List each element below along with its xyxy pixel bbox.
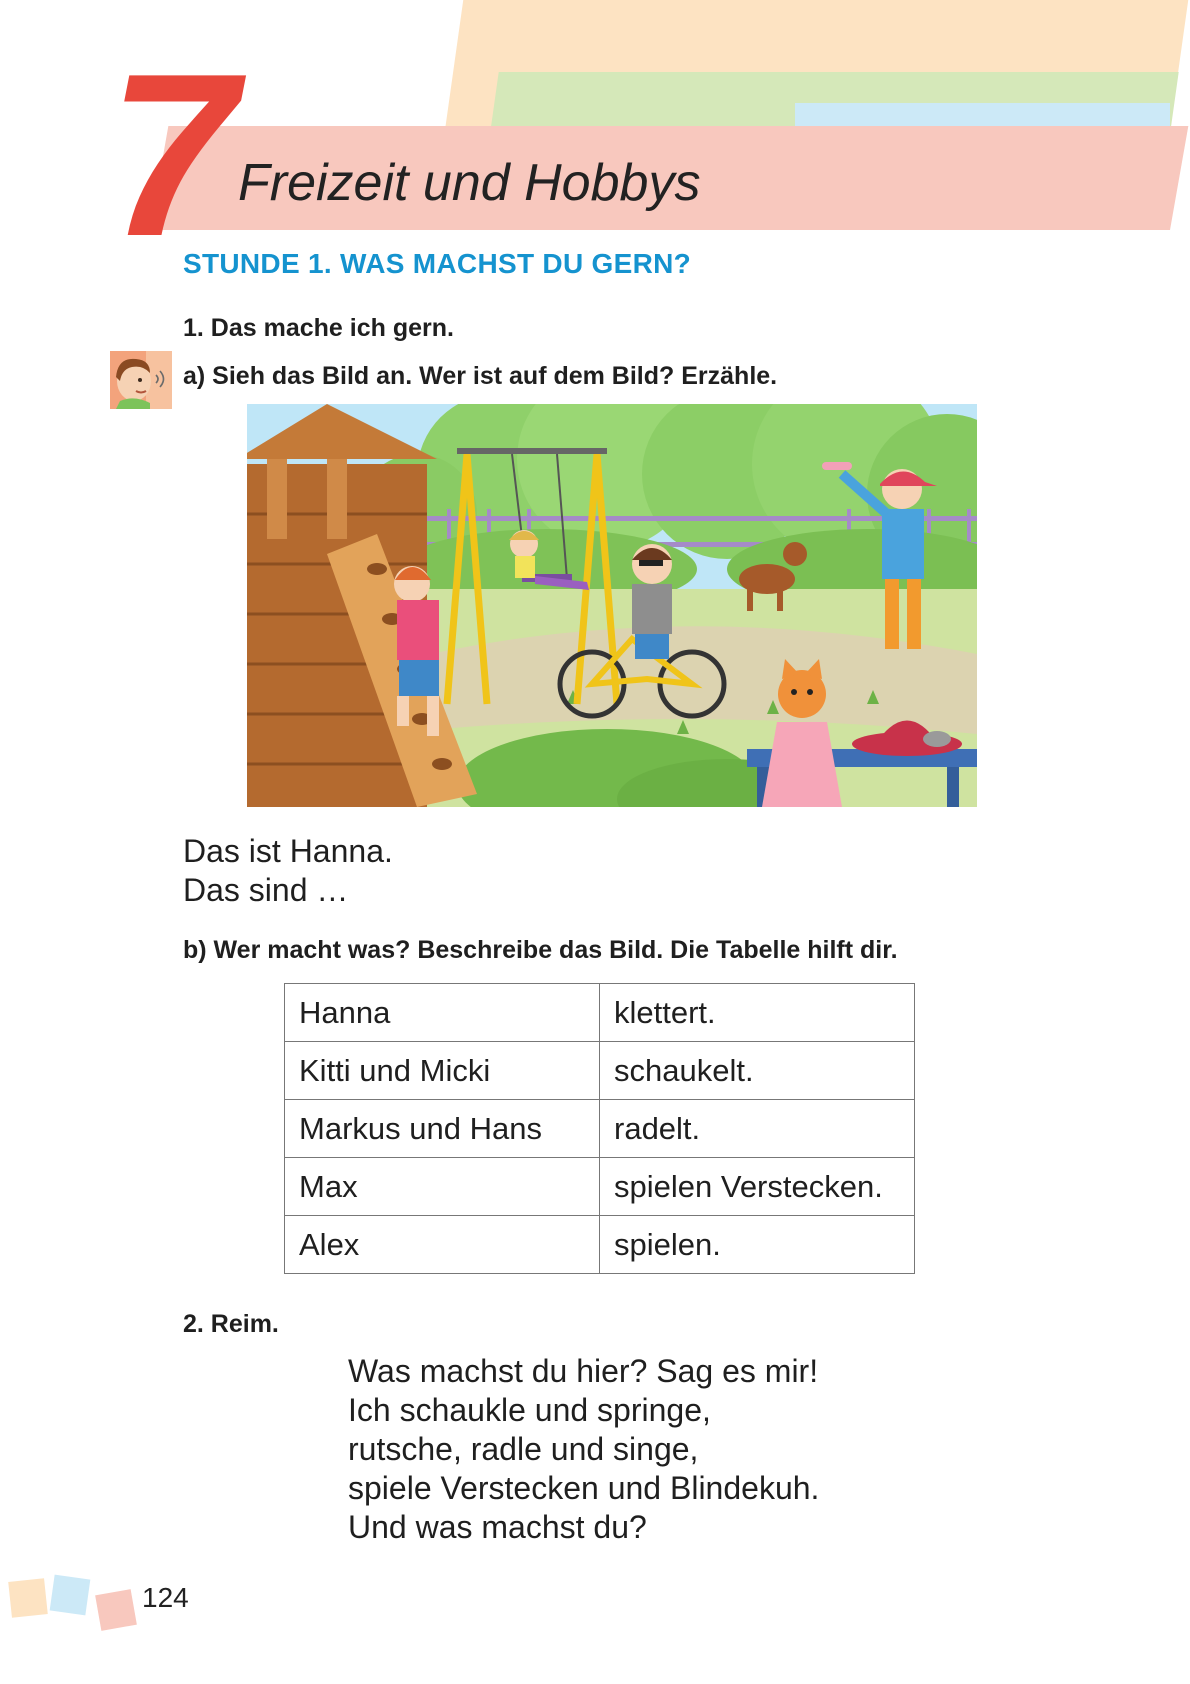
table-row [285,1042,915,1100]
table-row [285,1100,915,1158]
table-cell-activity: spielen Verstecken. [600,1158,915,1216]
poem-line: rutsche, radle und singe, [348,1431,699,1467]
table-cell-person: Alex [285,1216,600,1274]
rhyme-poem [348,1352,819,1547]
task2-heading: 2. Reim. [183,1310,279,1338]
playground-illustration [247,404,977,807]
footer-square-peach [8,1578,48,1618]
table-cell-activity: radelt. [600,1100,915,1158]
task1-part-a: a) Sieh das Bild an. Wer ist auf dem Bild? Erzähle. [183,362,778,390]
table-row [285,1216,915,1274]
poem-line: Und was machst du? [348,1509,647,1545]
table-cell-activity: klettert. [600,984,915,1042]
poem-line: Was machst du hier? Sag es mir! [348,1353,819,1389]
footer-square-pink [95,1589,137,1631]
activity-table [284,983,915,1274]
example-line-1: Das ist Hanna. [183,833,393,869]
table-cell-activity: schaukelt. [600,1042,915,1100]
table-cell-person: Markus und Hans [285,1100,600,1158]
table-row [285,1158,915,1216]
task1-part-b: b) Wer macht was? Beschreibe das Bild. Die Tabelle hilft dir. [183,936,898,964]
chapter-title: Freizeit und Hobbys [238,154,701,212]
table-cell-person: Hanna [285,984,600,1042]
table-row [285,984,915,1042]
example-line-2: Das sind … [183,872,349,908]
poem-line: spiele Verstecken und Blindekuh. [348,1470,820,1506]
speaking-child-icon [110,351,172,409]
lesson-title: STUNDE 1. WAS MACHST DU GERN? [183,248,692,279]
footer-square-blue [50,1575,91,1616]
poem-line: Ich schaukle und springe, [348,1392,711,1428]
task1-heading: 1. Das mache ich gern. [183,314,454,342]
table-cell-person: Max [285,1158,600,1216]
page-number: 124 [142,1582,189,1613]
table-cell-activity: spielen. [600,1216,915,1274]
table-cell-person: Kitti und Micki [285,1042,600,1100]
chapter-number: 7 [108,26,234,285]
